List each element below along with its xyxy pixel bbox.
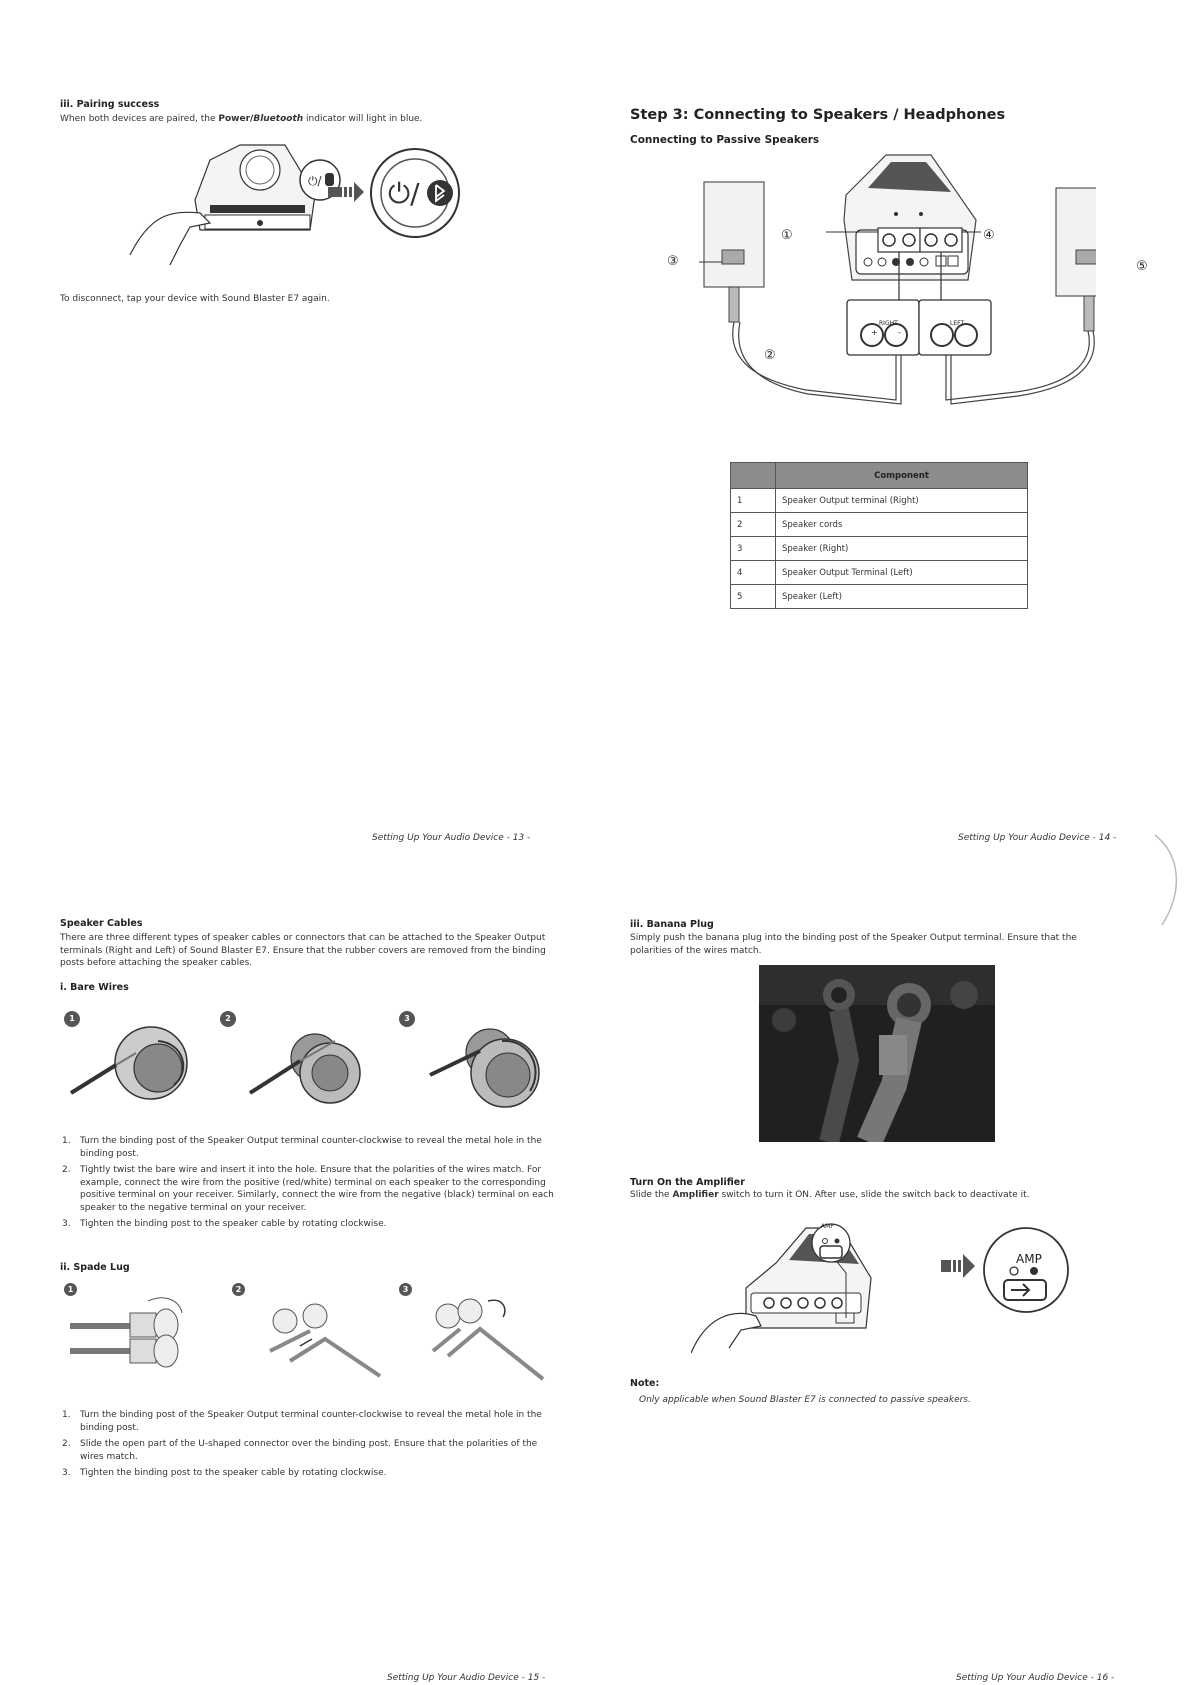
table-row: 2 Speaker cords (731, 513, 1028, 537)
page-13 (0, 0, 595, 842)
list-item: 2. Tightly twist the bare wire and insert it into the hole. Ensure that the polarities of the wires match. For example, connect the wire from the positive (red/white) terminal on each speaker to the corresponding positive terminal on your receiver. Similarly, connect the wire from the negative (black) terminal on each speaker to the negative terminal on your receiver. (62, 1165, 554, 1213)
list-item: 3. Tighten the binding post to the speaker cable by rotating clockwise. (62, 1468, 387, 1478)
bare-step-badge-2: 2 (220, 1011, 236, 1027)
amplifier-illustration (691, 1208, 1071, 1358)
svg-text:⏻/: ⏻/ (388, 177, 420, 210)
component-table (730, 462, 1028, 609)
page-16 (596, 843, 1191, 1685)
pairing-success-text: When both devices are paired, the Power/Bluetooth indicator will light in blue. (60, 114, 423, 124)
page-14-footer: Setting Up Your Audio Device - 14 - (958, 833, 1117, 843)
page-15 (0, 843, 595, 1685)
bare-wire-illustration-3 (420, 1013, 560, 1113)
amp-label-small: AMP (821, 1223, 834, 1230)
list-item: 1. Turn the binding post of the Speaker Output terminal counter-clockwise to reveal the metal hole in the binding post. (62, 1136, 542, 1159)
disconnect-text: To disconnect, tap your device with Sound Blaster E7 again. (60, 294, 330, 304)
note-heading: Note: (630, 1378, 660, 1389)
list-item: 2. Slide the open part of the U-shaped connector over the binding post. Ensure that the polarities of the wires match. (62, 1439, 538, 1462)
spade-lug-heading: ii. Spade Lug (60, 1262, 130, 1273)
component-header: Component (776, 463, 1028, 489)
list-item: 3. Tighten the binding post to the speaker cable by rotating clockwise. (62, 1219, 387, 1229)
bare-step-badge-1: 1 (64, 1011, 80, 1027)
bare-wire-steps (62, 1135, 562, 1235)
spade-lug-illustration-1 (70, 1291, 200, 1371)
table-row: 4 Speaker Output Terminal (Left) (731, 561, 1028, 585)
terminal-right-label: RIGHT (879, 320, 898, 327)
terminal-left-label: LEFT (950, 320, 965, 327)
spade-step-badge-1: 1 (64, 1283, 77, 1296)
bare-step-badge-3: 3 (399, 1011, 415, 1027)
pairing-illustration (110, 135, 490, 275)
callout-3: ③ (667, 254, 679, 269)
list-item: 1. Turn the binding post of the Speaker Output terminal counter-clockwise to reveal the metal hole in the binding post. (62, 1410, 542, 1433)
bare-wire-illustration-2 (240, 1013, 380, 1113)
bare-wire-illustration-1 (66, 1013, 206, 1113)
step-3-title: Step 3: Connecting to Speakers / Headphones (630, 107, 1006, 123)
table-row: 5 Speaker (Left) (731, 585, 1028, 609)
banana-plug-photo (759, 965, 995, 1142)
pairing-success-heading: iii. Pairing success (60, 99, 160, 110)
spade-step-badge-2: 2 (232, 1283, 245, 1296)
table-row: 3 Speaker (Right) (731, 537, 1028, 561)
turn-on-amplifier-text: Slide the Amplifier switch to turn it ON. After use, slide the switch back to deactivate it. (630, 1190, 1030, 1200)
callout-1: ① (781, 228, 793, 243)
callout-2: ② (764, 348, 776, 363)
bare-wires-heading: i. Bare Wires (60, 982, 129, 993)
amp-label-large: AMP (1016, 1252, 1042, 1266)
turn-on-amplifier-heading: Turn On the Amplifier (630, 1177, 745, 1188)
page-15-footer: Setting Up Your Audio Device - 15 - (387, 1673, 546, 1683)
callout-4: ④ (983, 228, 995, 243)
spade-lug-illustration-2 (250, 1291, 390, 1381)
page-13-footer: Setting Up Your Audio Device - 13 - (372, 833, 531, 843)
spade-lug-illustration-3 (408, 1291, 548, 1381)
speaker-cables-heading: Speaker Cables (60, 918, 143, 929)
banana-plug-heading: iii. Banana Plug (630, 919, 714, 930)
passive-speakers-diagram (656, 150, 1096, 430)
svg-text:⏻/: ⏻/ (308, 174, 322, 188)
callout-5: ⑤ (1136, 259, 1148, 274)
page-14 (596, 0, 1191, 842)
table-header-row (731, 463, 1028, 489)
banana-plug-text: Simply push the banana plug into the binding post of the Speaker Output terminal. Ensure that the polarities of the wires match. (630, 933, 1077, 956)
note-text: Only applicable when Sound Blaster E7 is connected to passive speakers. (639, 1395, 971, 1405)
terminal-plus-label: + (871, 328, 878, 337)
speaker-cables-intro: There are three different types of speaker cables or connectors that can be attached to the Speaker Output terminals (Right and Left) of Sound Blaster E7. Ensure that the rubber covers are removed from the binding posts before attaching the speaker cables. (60, 933, 546, 968)
terminal-minus-label: - (898, 328, 901, 337)
spade-lug-steps (62, 1409, 562, 1484)
page-16-footer: Setting Up Your Audio Device - 16 - (956, 1673, 1115, 1683)
table-row: 1 Speaker Output terminal (Right) (731, 489, 1028, 513)
passive-speakers-subheading: Connecting to Passive Speakers (630, 134, 820, 146)
spade-step-badge-3: 3 (399, 1283, 412, 1296)
